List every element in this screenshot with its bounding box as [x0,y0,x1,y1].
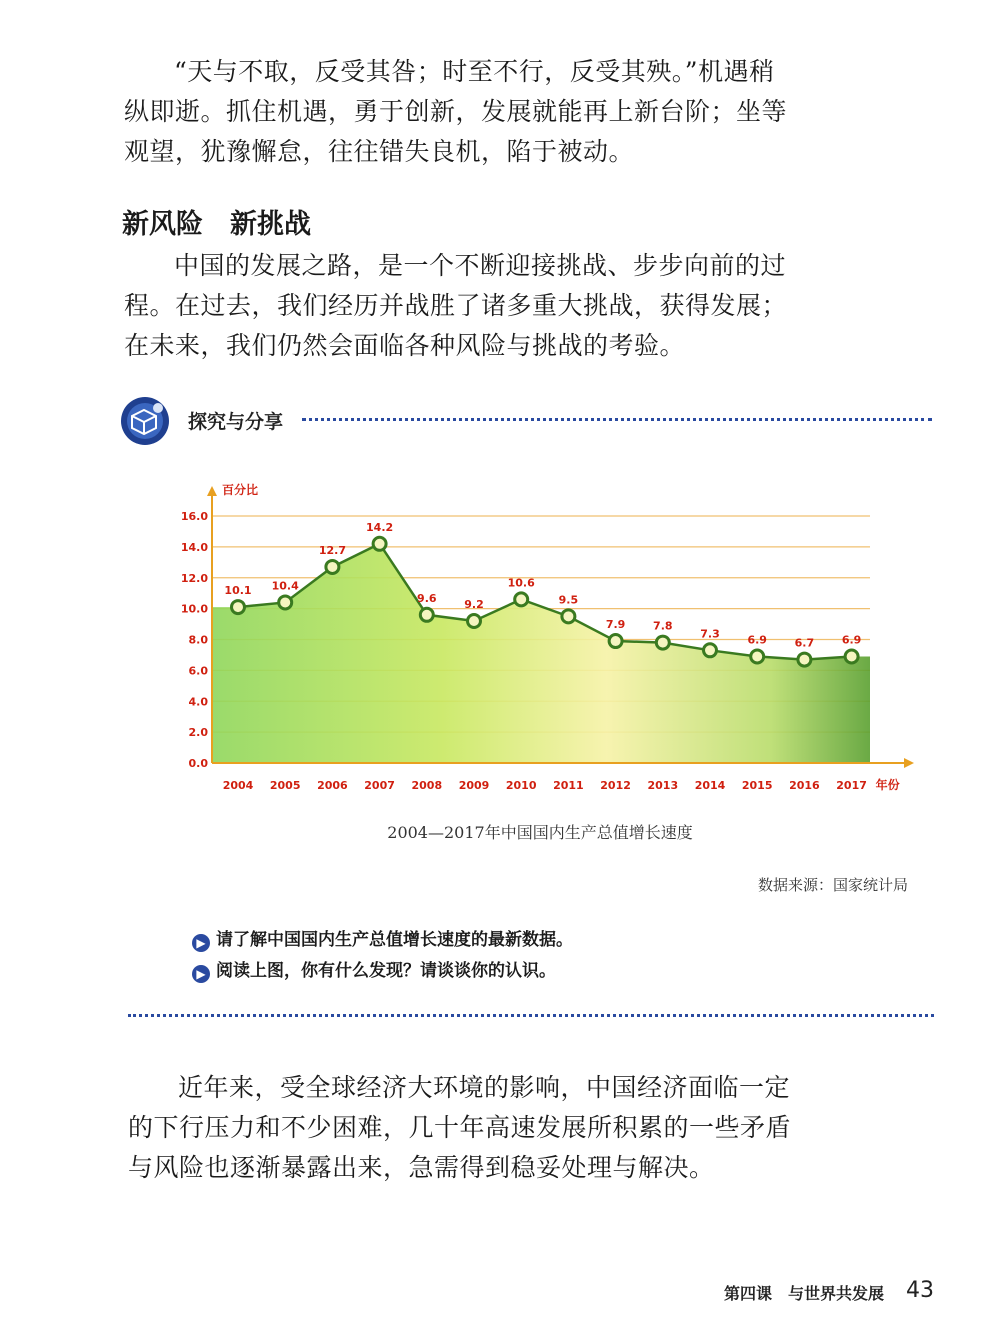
chart-caption-text: 2004—2017年中国国内生产总值增长速度 [387,823,693,842]
y-tick-label: 12.0 [180,571,208,585]
globe-puzzle-icon [120,396,170,446]
section-heading: 新风险 新挑战 [122,209,311,240]
x-tick-label: 2011 [553,779,584,792]
x-tick-label: 2007 [364,779,395,792]
data-label: 7.9 [605,618,626,632]
data-point [704,644,717,657]
x-tick-label: 2010 [505,779,537,792]
data-point [751,650,764,663]
y-tick-label: 2.0 [188,726,208,740]
data-label: 7.8 [653,619,673,633]
data-point [562,610,575,623]
task-text: 阅读上图，你有什么发现？请谈谈你的认识。 [216,961,556,981]
lesson-title: 第四课 与世界共发展 [723,1284,884,1303]
area-fill [212,544,870,763]
data-point [845,650,858,663]
x-tick-label: 2016 [789,779,820,792]
data-point [279,596,292,609]
dotted-divider [302,418,932,421]
paragraph-line: 在未来，我们仍然会面临各种风险与挑战的考验。 [124,331,686,360]
data-label: 7.3 [700,627,720,641]
explore-title: 探究与分享 [188,411,284,433]
data-point [798,653,811,666]
data-source: 数据来源：国家统计局 [757,876,908,894]
data-label: 12.7 [318,543,346,557]
intro-paragraph [124,246,787,366]
paragraph-line: 的下行压力和不少困难，几十年高速发展所积累的一些矛盾 [128,1113,792,1142]
opening-paragraph [124,52,787,172]
data-label: 6.7 [794,636,815,650]
x-tick-label: 2012 [600,779,631,792]
task-item [192,956,556,983]
data-point [656,636,669,649]
x-axis-arrow [904,758,914,768]
data-label: 9.6 [417,591,437,605]
x-tick-label: 2008 [411,779,443,792]
data-label: 9.5 [558,593,579,607]
paragraph-line: 近年来，受全球经济大环境的影响，中国经济面临一定 [178,1073,791,1102]
lesson-footer [724,1281,930,1304]
page-number: 43 [906,1278,934,1303]
y-tick-label: 10.0 [180,602,208,616]
paragraph-line: 程。在过去，我们经历并战胜了诸多重大挑战，获得发展； [124,291,788,320]
data-label: 10.6 [507,576,535,590]
chart-caption [0,820,1000,843]
y-axis-label: 百分比 [222,483,259,497]
closing-paragraph [128,1068,791,1188]
task-item [192,925,573,952]
paragraph-line: 与风险也逐渐暴露出来，急需得到稳妥处理与解决。 [128,1153,715,1182]
y-tick-label: 16.0 [180,510,208,523]
dotted-divider [128,1014,934,1017]
y-tick-label: 8.0 [188,633,208,647]
x-tick-label: 2006 [317,779,348,792]
x-axis-label: 年份 [875,778,900,792]
paragraph-line: 观望，犹豫懈怠，往往错失良机，陷于被动。 [124,137,635,166]
data-point [515,593,528,606]
explore-share-header [120,396,940,446]
x-tick-label: 2009 [458,779,490,792]
y-tick-label: 14.0 [180,540,208,554]
data-point [609,635,622,648]
x-tick-label: 2014 [694,779,726,792]
paragraph-line: “天与不取，反受其咎；时至不行，反受其殃。”机遇稍 [174,57,775,86]
x-tick-label: 2013 [647,779,679,792]
data-point [232,601,245,614]
paragraph-line: 中国的发展之路，是一个不断迎接挑战、步步向前的过 [174,251,787,280]
data-label: 10.4 [271,579,299,593]
x-tick-label: 2005 [269,779,301,792]
paragraph-line: 纵即逝。抓住机遇，勇于创新，发展就能再上新台阶；坐等 [124,97,788,126]
data-label: 6.9 [747,633,767,647]
arrow-bullet-icon: ▶ [192,965,210,983]
data-label: 6.9 [841,633,862,647]
x-tick-label: 2015 [741,779,773,792]
gdp-growth-chart [180,476,920,806]
data-label: 10.1 [224,584,252,598]
x-tick-label: 2004 [222,779,254,792]
data-point [468,614,481,627]
data-point [326,560,339,573]
y-tick-label: 4.0 [188,695,208,709]
x-tick-label: 2017 [836,779,867,792]
data-label: 9.2 [464,597,484,611]
y-tick-label: 0.0 [188,757,208,770]
y-axis-arrow [207,486,217,496]
data-label: 14.2 [366,520,394,534]
data-point [420,608,433,621]
task-text: 请了解中国国内生产总值增长速度的最新数据。 [216,930,573,950]
y-tick-label: 6.0 [188,664,208,678]
arrow-bullet-icon: ▶ [192,934,210,952]
data-point [373,537,386,550]
